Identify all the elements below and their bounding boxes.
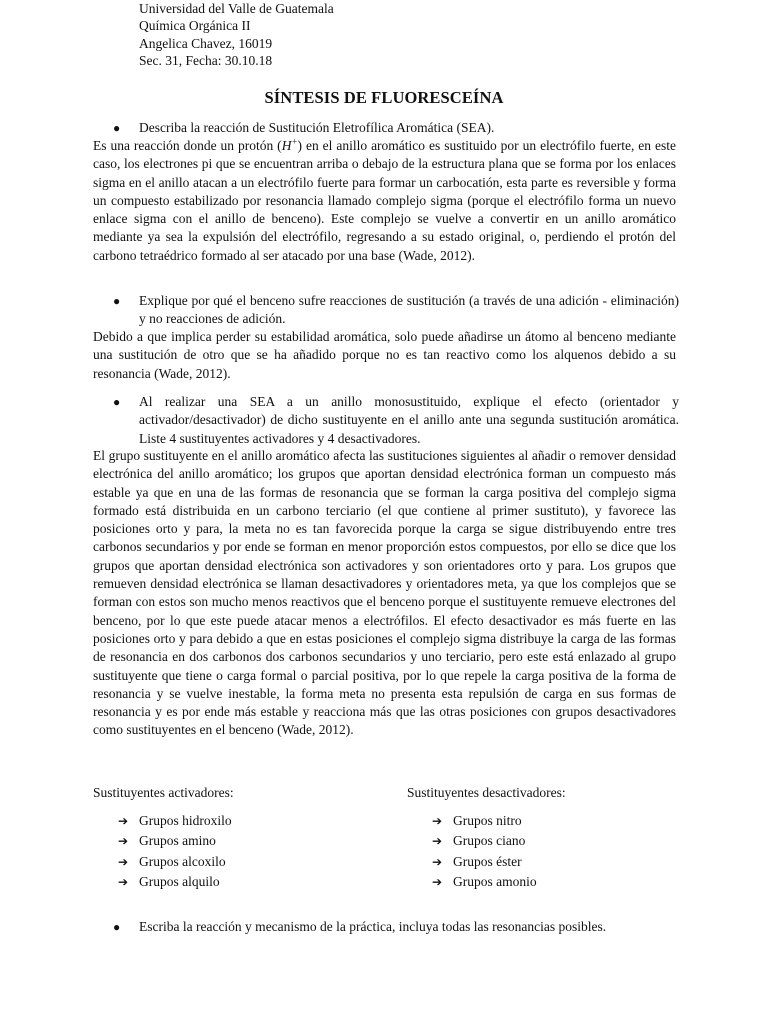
activators-heading: Sustituyentes activadores: xyxy=(93,785,234,800)
answer-3: El grupo sustituyente en el anillo aromático afecta las sustituciones siguientes al añadir o remover densidad electrónica del anillo aromático; los grupos que aportan densidad electrónica forman un compuesto más estable ya que en una de las formas de resonancia que se forman la carga positiva del complejo sigma formado está distribuida en un carbono terciario (el que contiene al primer sustituto), y favorece las posiciones orto y para, la meta no es tan favorecida porque la carga se sigue distribuyendo entre tres carbonos secundarios y por ende se forman en menor proporción estos compuestos, por ello se dice que los grupos que aportan densidad electrónica son activadores y son orientadores orto y para. Los grupos que remueven densidad electrónica se llaman desactivadores y orientadores meta, ya que los complejos que se forman con estos son mucho menos reactivos que el benceno porque el sustituyente remueve electrones del benceno, por lo que este puede atacar menos a electrófilos. El efecto desactivador es más fuerte en las posiciones orto y para debido a que en estas posiciones el complejo sigma distribuye la carga de las formas de resonancia en dos carbonos dos carbonos secundarios y uno terciario, pero este está enlazado al grupo sustituyente que tiene o carga formal o parcial positiva, por lo que repele la carga positiva de la forma de resonancia y se vuelve inestable, la forma meta no presenta esta repulsión de carga en sus formas de resonancia y es por ende más estable y reacciona más que las otras posiciones con grupos desactivadores como sustituyentes en el benceno (Wade, 2012). xyxy=(93,448,676,738)
arrow-icon: ➔ xyxy=(432,834,443,849)
question-3: Al realizar una SEA a un anillo monosustituido, explique el efecto (orientador y activador/desactivador) de dicho sustituyente en el anillo ante una segunda sustitución aromática. Liste 4 sustituyentes activadores y 4 desactivadores. xyxy=(139,394,679,446)
section-date: Sec. 31, Fecha: 30.10.18 xyxy=(139,52,273,68)
document-title: SÍNTESIS DE FLUORESCEÍNA xyxy=(264,88,504,107)
bullet-icon: ● xyxy=(113,920,121,934)
question-2: Explique por qué el benceno sufre reacciones de sustitución (a través de una adición - eliminación) y no reacciones de adición. xyxy=(139,293,679,327)
proton-formula: H+ xyxy=(281,136,298,153)
list-item: ➔ Grupos ciano xyxy=(432,831,537,851)
deactivators-list xyxy=(432,811,537,892)
activators-list xyxy=(118,811,232,892)
list-item: ➔ Grupos amino xyxy=(118,831,232,851)
list-item: ➔ Grupos alquilo xyxy=(118,872,232,892)
answer-1-rest: ) en el anillo aromático es sustituido por un electrófilo fuerte, en este caso, los electrones pi que se encuentran arriba o debajo de la estructura plana que se forma por los enlaces sigma en el anillo atacan a un electrófilo fuerte para formar un carbocatión, esta parte es reversible y forma un compuesto estabilizado por resonancia llamado complejo sigma (porque el electrófilo forma un nuevo enlace sigma con el anillo de benceno). Este complejo se vuelve a convertir en un anillo aromático mediante ya sea la expulsión del electrófilo, regresando a su estado original, o, perdiendo el protón del carbono tetraédrico formado al ser atacado por una base (Wade, 2012). xyxy=(93,138,676,263)
list-item: ➔ Grupos éster xyxy=(432,852,537,872)
bullet-icon: ● xyxy=(113,395,121,409)
university-name: Universidad del Valle de Guatemala xyxy=(139,1,334,16)
arrow-icon: ➔ xyxy=(118,814,129,828)
list-item: ➔ Grupos amonio xyxy=(432,872,537,892)
question-4: Escriba la reacción y mecanismo de la práctica, incluya todas las resonancias posibles. xyxy=(139,919,607,934)
arrow-icon: ➔ xyxy=(118,834,129,849)
question-1: Describa la reacción de Sustitución Eletrofílica Aromática (SEA). xyxy=(139,120,495,135)
answer-1 xyxy=(93,137,676,265)
student-name: Angelica Chavez, 16019 xyxy=(139,35,273,51)
list-item: ➔ Grupos nitro xyxy=(432,811,537,831)
bullet-icon: ● xyxy=(113,294,121,308)
header-block xyxy=(139,0,334,69)
arrow-icon: ➔ xyxy=(118,854,129,869)
arrow-icon: ➔ xyxy=(432,874,443,889)
bullet-icon: ● xyxy=(113,121,121,135)
deactivators-heading: Sustituyentes desactivadores: xyxy=(407,785,566,800)
list-item: ➔ Grupos hidroxilo xyxy=(118,811,232,831)
course-name: Química Orgánica II xyxy=(139,18,251,34)
arrow-icon: ➔ xyxy=(432,814,443,828)
answer-1-lead: Es una reacción donde un protón ( xyxy=(93,138,282,153)
list-item: ➔ Grupos alcoxilo xyxy=(118,852,232,872)
arrow-icon: ➔ xyxy=(432,854,443,869)
arrow-icon: ➔ xyxy=(118,874,129,889)
answer-2: Debido a que implica perder su estabilidad aromática, solo puede añadirse un átomo al benceno mediante una sustitución de otro que se ha añadido porque no es tan reactivo como los alquenos debido a su resonancia (Wade, 2012). xyxy=(93,329,676,381)
